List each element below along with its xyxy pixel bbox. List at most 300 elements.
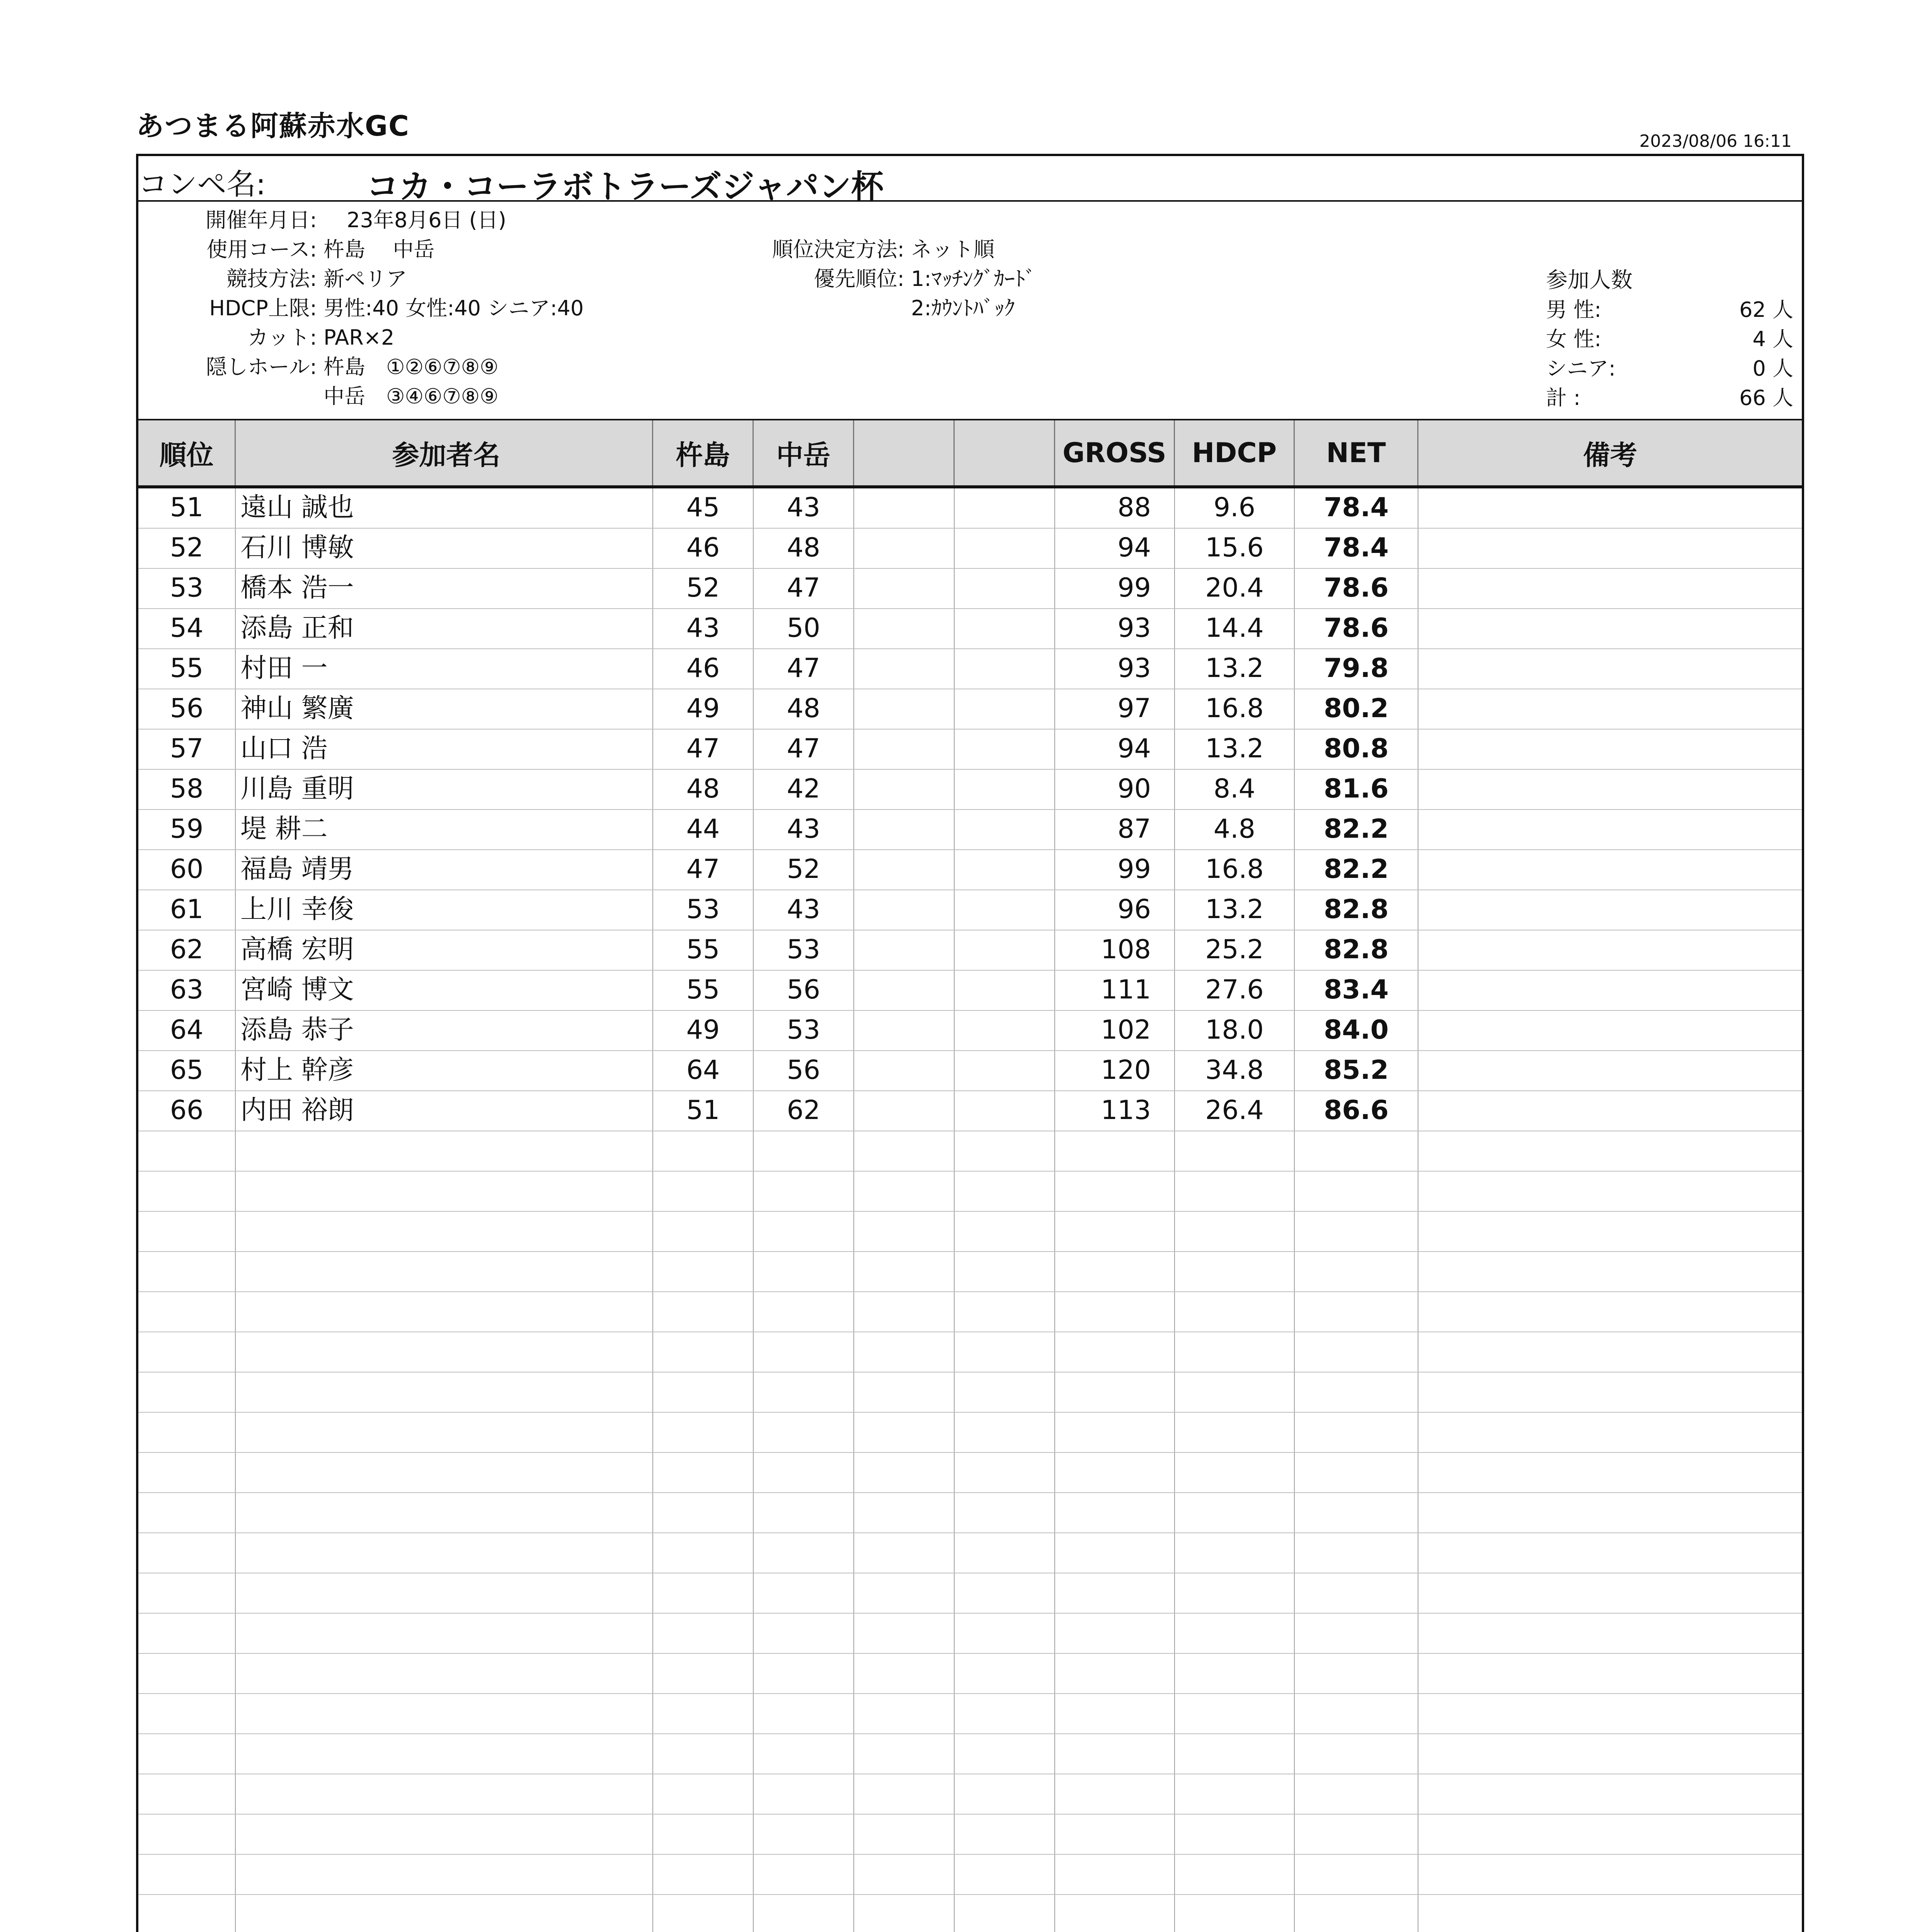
cell-empty-1 <box>854 1212 955 1251</box>
cell-note <box>1418 770 1802 809</box>
cell-net <box>1295 1573 1418 1613</box>
cell-course-1: 43 <box>653 609 754 648</box>
cell-rank <box>138 1332 236 1372</box>
cell-rank: 61 <box>138 890 236 930</box>
cell-course-1 <box>653 1332 754 1372</box>
senior-label: シニア: <box>1546 356 1616 381</box>
cell-empty-1 <box>854 810 955 849</box>
cell-name <box>236 1533 653 1573</box>
table-row <box>138 529 1802 569</box>
cell-gross <box>1055 1413 1175 1452</box>
cell-course-2: 47 <box>754 569 854 608</box>
cell-rank: 56 <box>138 689 236 729</box>
cell-hdcp: 15.6 <box>1175 529 1295 568</box>
cell-course-2 <box>754 1413 854 1452</box>
cell-course-2: 53 <box>754 1011 854 1050</box>
cell-gross <box>1055 1131 1175 1171</box>
cell-hdcp: 4.8 <box>1175 810 1295 849</box>
table-header <box>138 419 1802 488</box>
cell-net: 82.2 <box>1295 850 1418 889</box>
table-row <box>138 1734 1802 1774</box>
cell-rank <box>138 1453 236 1492</box>
course-value: 杵島 中岳 <box>323 237 435 262</box>
cell-net <box>1295 1332 1418 1372</box>
cell-hdcp: 13.2 <box>1175 730 1295 769</box>
cell-course-2 <box>754 1533 854 1573</box>
cell-note <box>1418 1614 1802 1653</box>
cell-name: 遠山 誠也 <box>236 488 653 528</box>
cell-course-1 <box>653 1895 754 1932</box>
cell-empty-2 <box>955 1895 1055 1932</box>
cell-note <box>1418 609 1802 648</box>
cell-net: 80.8 <box>1295 730 1418 769</box>
cell-note <box>1418 930 1802 970</box>
cell-empty-1 <box>854 1654 955 1693</box>
cell-gross <box>1055 1252 1175 1291</box>
cell-name <box>236 1292 653 1332</box>
cell-course-1: 64 <box>653 1051 754 1090</box>
cell-empty-2 <box>955 1734 1055 1774</box>
cell-gross: 90 <box>1055 770 1175 809</box>
cell-course-2 <box>754 1855 854 1894</box>
cell-hdcp: 8.4 <box>1175 770 1295 809</box>
cell-empty-2 <box>955 1493 1055 1532</box>
cell-empty-1 <box>854 1614 955 1653</box>
cell-gross <box>1055 1815 1175 1854</box>
cell-note <box>1418 1694 1802 1733</box>
cell-name <box>236 1573 653 1613</box>
cell-gross <box>1055 1654 1175 1693</box>
cell-hdcp <box>1175 1694 1295 1733</box>
hdcp-limit-value: 男性:40 女性:40 シニア:40 <box>323 296 584 320</box>
cell-hdcp: 18.0 <box>1175 1011 1295 1050</box>
cell-empty-1 <box>854 1573 955 1613</box>
cell-empty-1 <box>854 1815 955 1854</box>
table-row <box>138 1453 1802 1493</box>
header-course-2: 中岳 <box>754 420 854 485</box>
cell-net <box>1295 1413 1418 1452</box>
cell-course-2: 43 <box>754 890 854 930</box>
cell-name: 内田 裕朗 <box>236 1091 653 1131</box>
cell-gross <box>1055 1694 1175 1733</box>
cell-net <box>1295 1774 1418 1814</box>
cell-gross <box>1055 1573 1175 1613</box>
cell-rank: 58 <box>138 770 236 809</box>
cell-hdcp <box>1175 1413 1295 1452</box>
cell-course-2 <box>754 1493 854 1532</box>
cell-note <box>1418 1493 1802 1532</box>
cell-rank: 59 <box>138 810 236 849</box>
cell-course-2 <box>754 1332 854 1372</box>
cell-course-2: 48 <box>754 529 854 568</box>
cell-course-2: 42 <box>754 770 854 809</box>
cell-course-1 <box>653 1131 754 1171</box>
cell-note <box>1418 1051 1802 1090</box>
cell-gross: 97 <box>1055 689 1175 729</box>
cell-rank <box>138 1212 236 1251</box>
cell-name <box>236 1212 653 1251</box>
table-row <box>138 1815 1802 1855</box>
cell-empty-2 <box>955 1654 1055 1693</box>
cell-rank <box>138 1694 236 1733</box>
cell-empty-2 <box>955 1533 1055 1573</box>
cell-name <box>236 1654 653 1693</box>
cell-hdcp: 27.6 <box>1175 971 1295 1010</box>
cell-course-2 <box>754 1774 854 1814</box>
cell-empty-2 <box>955 1372 1055 1412</box>
cell-hdcp <box>1175 1212 1295 1251</box>
table-row <box>138 1372 1802 1413</box>
cell-empty-2 <box>955 770 1055 809</box>
cell-hdcp <box>1175 1533 1295 1573</box>
cell-empty-1 <box>854 930 955 970</box>
cell-net: 79.8 <box>1295 649 1418 689</box>
cell-course-1 <box>653 1372 754 1412</box>
club-name: あつまる阿蘇赤水GC <box>136 110 410 142</box>
cell-gross: 94 <box>1055 730 1175 769</box>
table-row <box>138 1212 1802 1252</box>
cell-gross: 88 <box>1055 488 1175 528</box>
cell-gross <box>1055 1734 1175 1774</box>
cell-course-1: 46 <box>653 649 754 689</box>
cell-net: 82.8 <box>1295 930 1418 970</box>
cell-hdcp: 34.8 <box>1175 1051 1295 1090</box>
cell-gross: 113 <box>1055 1091 1175 1131</box>
cell-note <box>1418 1774 1802 1814</box>
cell-empty-1 <box>854 488 955 528</box>
cell-note <box>1418 850 1802 889</box>
cell-empty-1 <box>854 1372 955 1412</box>
cell-note <box>1418 1011 1802 1050</box>
cell-rank <box>138 1734 236 1774</box>
cell-rank <box>138 1573 236 1613</box>
cell-course-2: 43 <box>754 810 854 849</box>
cell-empty-2 <box>955 609 1055 648</box>
table-row <box>138 1011 1802 1051</box>
cell-hdcp: 25.2 <box>1175 930 1295 970</box>
cell-empty-1 <box>854 1413 955 1452</box>
cell-course-2: 43 <box>754 488 854 528</box>
cell-course-2 <box>754 1131 854 1171</box>
participant-counts <box>1546 266 1793 413</box>
cell-empty-2 <box>955 971 1055 1010</box>
cell-gross <box>1055 1453 1175 1492</box>
cell-name: 山口 浩 <box>236 730 653 769</box>
cell-hdcp <box>1175 1614 1295 1653</box>
cell-empty-1 <box>854 1091 955 1131</box>
cell-empty-1 <box>854 1172 955 1211</box>
cell-gross <box>1055 1614 1175 1653</box>
cell-course-2: 47 <box>754 649 854 689</box>
table-row <box>138 1413 1802 1453</box>
cell-empty-1 <box>854 1252 955 1291</box>
table-row <box>138 1292 1802 1332</box>
cell-name <box>236 1694 653 1733</box>
cell-course-1 <box>653 1212 754 1251</box>
total-label: 計 : <box>1546 386 1581 410</box>
cell-rank <box>138 1292 236 1332</box>
cell-name: 村上 幹彦 <box>236 1051 653 1090</box>
cell-gross <box>1055 1212 1175 1251</box>
cell-rank: 55 <box>138 649 236 689</box>
cell-name: 福島 靖男 <box>236 850 653 889</box>
cell-empty-2 <box>955 1131 1055 1171</box>
priority-1: 1:ﾏｯﾁﾝｸﾞｶｰﾄﾞ <box>911 267 1036 291</box>
cell-gross <box>1055 1774 1175 1814</box>
cell-hdcp <box>1175 1172 1295 1211</box>
cell-empty-2 <box>955 1573 1055 1613</box>
cell-note <box>1418 1413 1802 1452</box>
cell-hdcp <box>1175 1493 1295 1532</box>
cell-empty-2 <box>955 1332 1055 1372</box>
cell-net: 82.2 <box>1295 810 1418 849</box>
cell-empty-2 <box>955 1172 1055 1211</box>
cell-empty-2 <box>955 1413 1055 1452</box>
cell-hdcp <box>1175 1654 1295 1693</box>
cell-empty-1 <box>854 1774 955 1814</box>
header-empty-2 <box>955 420 1055 485</box>
cell-net <box>1295 1614 1418 1653</box>
cell-hdcp <box>1175 1815 1295 1854</box>
cell-hdcp <box>1175 1372 1295 1412</box>
cell-empty-2 <box>955 1694 1055 1733</box>
cell-empty-1 <box>854 1493 955 1532</box>
table-row <box>138 689 1802 730</box>
cell-hdcp <box>1175 1855 1295 1894</box>
cell-empty-1 <box>854 770 955 809</box>
rank-method-value: ネット順 <box>911 237 995 262</box>
cell-course-1: 47 <box>653 850 754 889</box>
cell-hdcp <box>1175 1332 1295 1372</box>
cell-rank <box>138 1614 236 1653</box>
table-row <box>138 971 1802 1011</box>
method-value: 新ペリア <box>323 267 407 291</box>
cell-empty-1 <box>854 1131 955 1171</box>
competition-row <box>138 156 1802 206</box>
cell-course-1: 46 <box>653 529 754 568</box>
cell-name <box>236 1131 653 1171</box>
cell-course-2: 53 <box>754 930 854 970</box>
cell-empty-2 <box>955 689 1055 729</box>
cell-empty-1 <box>854 529 955 568</box>
cell-gross <box>1055 1493 1175 1532</box>
cell-course-2: 48 <box>754 689 854 729</box>
cell-note <box>1418 1815 1802 1854</box>
cell-empty-1 <box>854 1011 955 1050</box>
cell-rank: 65 <box>138 1051 236 1090</box>
cell-course-1 <box>653 1573 754 1613</box>
cell-course-1: 49 <box>653 1011 754 1050</box>
cell-course-1 <box>653 1453 754 1492</box>
cell-net: 85.2 <box>1295 1051 1418 1090</box>
cell-course-2: 50 <box>754 609 854 648</box>
cell-course-2 <box>754 1573 854 1613</box>
cell-note <box>1418 689 1802 729</box>
cell-net: 81.6 <box>1295 770 1418 809</box>
table-row <box>138 1051 1802 1091</box>
hdcp-limit-label: HDCP上限: <box>209 296 317 320</box>
cell-note <box>1418 1212 1802 1251</box>
cell-empty-1 <box>854 1694 955 1733</box>
cell-gross: 93 <box>1055 649 1175 689</box>
cell-course-1 <box>653 1292 754 1332</box>
cell-course-1: 55 <box>653 930 754 970</box>
total-value: 66 人 <box>1739 386 1793 410</box>
cell-note <box>1418 1252 1802 1291</box>
cell-course-2 <box>754 1212 854 1251</box>
cell-rank: 63 <box>138 971 236 1010</box>
table-row <box>138 810 1802 850</box>
cell-empty-2 <box>955 1614 1055 1653</box>
cell-rank <box>138 1855 236 1894</box>
cell-rank: 54 <box>138 609 236 648</box>
cell-gross: 120 <box>1055 1051 1175 1090</box>
table-row <box>138 1654 1802 1694</box>
cell-name: 川島 重明 <box>236 770 653 809</box>
cell-empty-2 <box>955 649 1055 689</box>
cell-note <box>1418 1533 1802 1573</box>
cell-name <box>236 1372 653 1412</box>
cell-empty-2 <box>955 890 1055 930</box>
table-row <box>138 609 1802 649</box>
cell-net <box>1295 1533 1418 1573</box>
cell-net <box>1295 1493 1418 1532</box>
cell-name: 石川 博敏 <box>236 529 653 568</box>
cell-gross <box>1055 1855 1175 1894</box>
cell-hdcp <box>1175 1131 1295 1171</box>
table-row <box>138 569 1802 609</box>
cell-course-1 <box>653 1413 754 1452</box>
cell-course-2: 62 <box>754 1091 854 1131</box>
table-row <box>138 850 1802 890</box>
cell-rank: 51 <box>138 488 236 528</box>
cell-course-1: 52 <box>653 569 754 608</box>
cell-rank <box>138 1895 236 1932</box>
male-value: 62 人 <box>1739 298 1793 322</box>
cell-gross: 96 <box>1055 890 1175 930</box>
cell-empty-2 <box>955 1252 1055 1291</box>
cell-empty-1 <box>854 1533 955 1573</box>
cell-empty-2 <box>955 1815 1055 1854</box>
cell-net <box>1295 1292 1418 1332</box>
competition-label: コンペ名: <box>138 167 266 201</box>
participants-title: 参加人数 <box>1546 268 1633 293</box>
cell-net <box>1295 1453 1418 1492</box>
cell-gross: 108 <box>1055 930 1175 970</box>
cell-gross: 99 <box>1055 569 1175 608</box>
cell-empty-2 <box>955 810 1055 849</box>
header-gross: GROSS <box>1055 420 1175 485</box>
cell-gross: 87 <box>1055 810 1175 849</box>
cell-course-1: 49 <box>653 689 754 729</box>
cell-hdcp: 14.4 <box>1175 609 1295 648</box>
cell-name: 添島 恭子 <box>236 1011 653 1050</box>
table-row <box>138 730 1802 770</box>
cell-name: 神山 繁廣 <box>236 689 653 729</box>
cell-course-2: 56 <box>754 971 854 1010</box>
cell-rank: 53 <box>138 569 236 608</box>
hidden-holes-2: 中岳 ③④⑥⑦⑧⑨ <box>323 384 499 408</box>
cell-course-2 <box>754 1694 854 1733</box>
cell-hdcp <box>1175 1573 1295 1613</box>
cell-note <box>1418 529 1802 568</box>
cell-net <box>1295 1131 1418 1171</box>
cell-rank: 57 <box>138 730 236 769</box>
cell-course-2 <box>754 1815 854 1854</box>
header-note: 備考 <box>1583 439 1637 471</box>
cell-net <box>1295 1734 1418 1774</box>
table-row <box>138 1252 1802 1292</box>
cell-rank: 52 <box>138 529 236 568</box>
cell-hdcp <box>1175 1252 1295 1291</box>
cell-net: 80.2 <box>1295 689 1418 729</box>
cell-empty-1 <box>854 1855 955 1894</box>
cell-note <box>1418 1734 1802 1774</box>
cell-course-1 <box>653 1533 754 1573</box>
cell-gross <box>1055 1172 1175 1211</box>
cell-gross: 111 <box>1055 971 1175 1010</box>
course-label: 使用コース: <box>206 237 317 262</box>
senior-value: 0 人 <box>1752 356 1793 381</box>
cell-name: 宮崎 博文 <box>236 971 653 1010</box>
cell-name <box>236 1614 653 1653</box>
cell-net <box>1295 1252 1418 1291</box>
cell-hdcp: 20.4 <box>1175 569 1295 608</box>
cell-course-2 <box>754 1292 854 1332</box>
cell-net <box>1295 1855 1418 1894</box>
cell-course-1 <box>653 1252 754 1291</box>
cell-empty-1 <box>854 1292 955 1332</box>
cell-course-2 <box>754 1654 854 1693</box>
cell-gross <box>1055 1332 1175 1372</box>
table-row <box>138 1091 1802 1131</box>
cell-rank <box>138 1252 236 1291</box>
cell-hdcp <box>1175 1895 1295 1932</box>
cell-course-2: 56 <box>754 1051 854 1090</box>
cell-empty-2 <box>955 730 1055 769</box>
male-label: 男 性: <box>1546 298 1602 322</box>
cell-empty-1 <box>854 850 955 889</box>
cell-note <box>1418 730 1802 769</box>
header-name: 参加者名 <box>236 420 653 485</box>
cell-rank <box>138 1372 236 1412</box>
rank-method-label: 順位決定方法: <box>772 237 904 262</box>
cell-net: 83.4 <box>1295 971 1418 1010</box>
table-row <box>138 1332 1802 1372</box>
cell-note <box>1418 649 1802 689</box>
cell-empty-1 <box>854 1332 955 1372</box>
cell-empty-1 <box>854 609 955 648</box>
table-row <box>138 1533 1802 1573</box>
cell-name: 橋本 浩一 <box>236 569 653 608</box>
cell-empty-2 <box>955 529 1055 568</box>
printed-timestamp: 2023/08/06 16:11 <box>1639 131 1792 151</box>
header-net: NET <box>1295 420 1418 485</box>
cell-rank <box>138 1774 236 1814</box>
priority-label: 優先順位: <box>814 267 904 291</box>
cell-course-2 <box>754 1614 854 1653</box>
cell-rank <box>138 1815 236 1854</box>
cell-net: 78.4 <box>1295 529 1418 568</box>
cell-hdcp <box>1175 1292 1295 1332</box>
cell-name <box>236 1774 653 1814</box>
table-row <box>138 1573 1802 1614</box>
cell-gross: 94 <box>1055 529 1175 568</box>
cell-gross <box>1055 1895 1175 1932</box>
cell-gross <box>1055 1533 1175 1573</box>
table-row <box>138 1493 1802 1533</box>
table-row <box>138 1774 1802 1815</box>
